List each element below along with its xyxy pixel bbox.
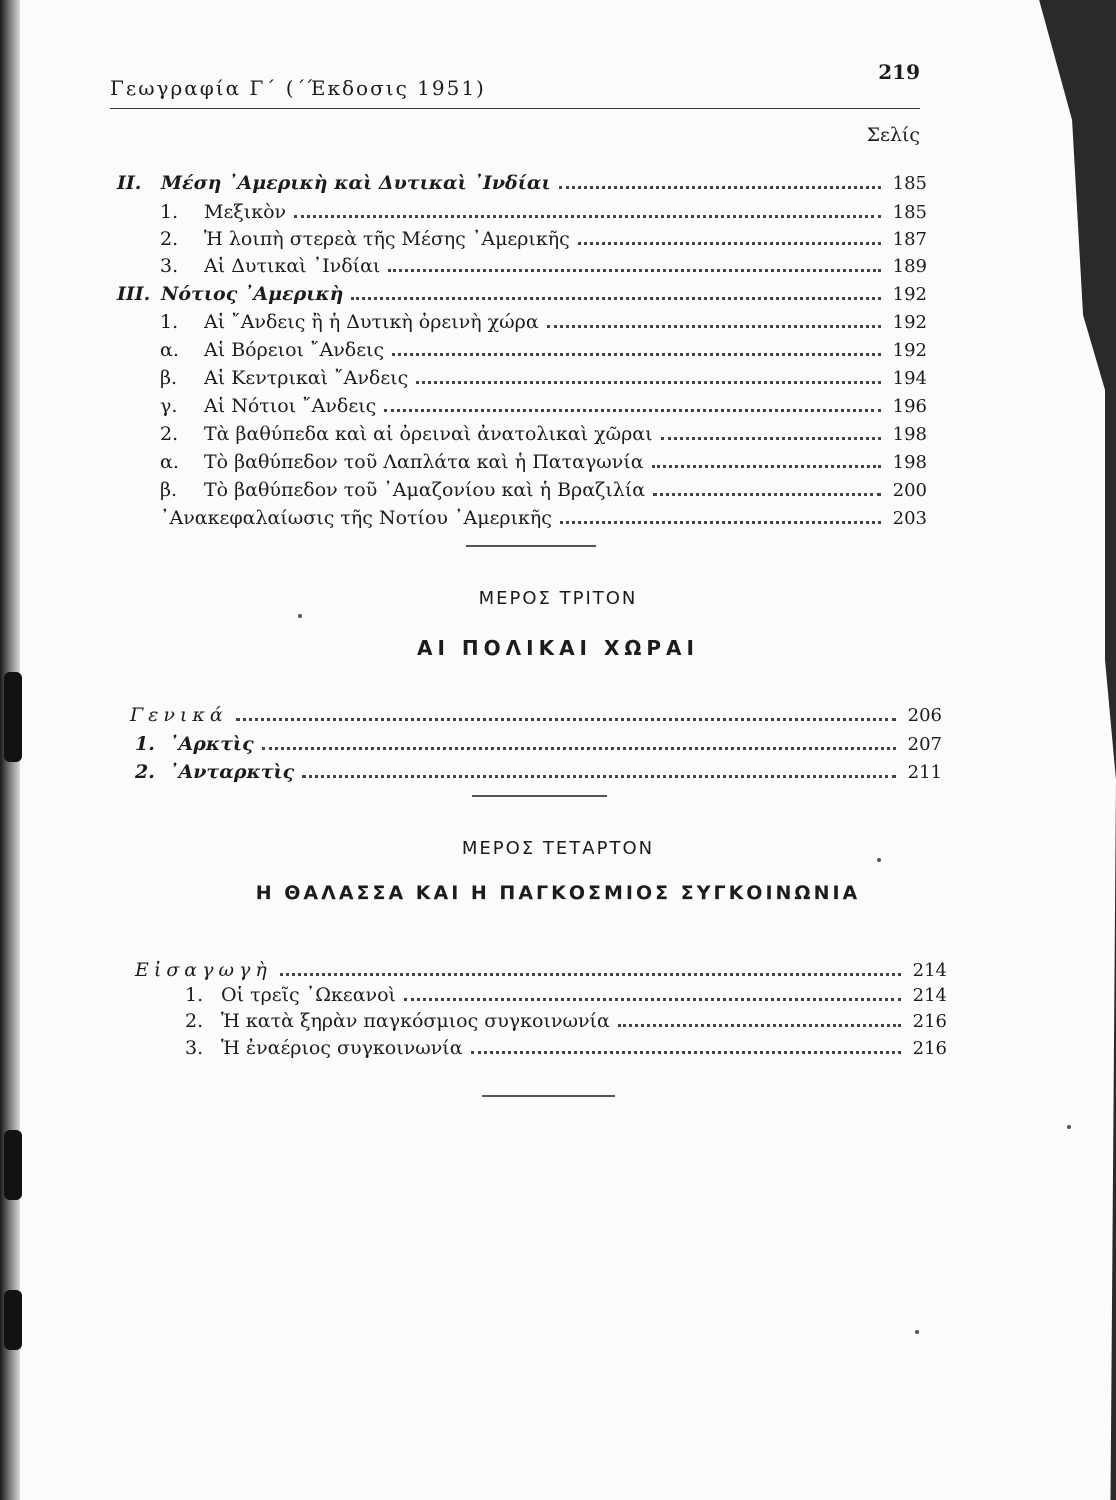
dot-leader (416, 381, 881, 384)
toc-entry[interactable] (160, 421, 927, 448)
dot-leader (392, 353, 881, 356)
toc-entry-page: 203 (892, 508, 927, 529)
toc-entry[interactable] (160, 226, 927, 253)
toc-entry-page: 185 (892, 202, 927, 223)
dot-leader (471, 1051, 901, 1054)
toc-entry-page: 194 (892, 368, 927, 389)
dot-leader (547, 325, 881, 328)
dot-leader (560, 521, 881, 524)
section-divider (482, 1095, 615, 1097)
toc-entry-label: β. Τὸ βαθύπεδον τοῦ ᾿Αμαζονίου καὶ ἡ Βραζιλία (160, 479, 646, 501)
scan-speck (298, 614, 302, 618)
scan-blot (4, 1290, 22, 1350)
dot-leader (294, 215, 881, 218)
toc-entry-page: 216 (912, 1011, 947, 1032)
dot-leader (578, 242, 881, 245)
dot-leader (618, 1024, 901, 1027)
toc-entry-label: β. Αἱ Κεντρικαὶ ῎Ανδεις (160, 367, 409, 389)
part-three-title: ΑΙ ΠΟΛΙΚΑΙ ΧΩΡΑΙ (417, 636, 699, 660)
dot-leader (388, 269, 881, 272)
toc-entry[interactable] (160, 199, 927, 226)
toc-entry[interactable] (160, 449, 927, 476)
page-number: 219 (878, 60, 920, 84)
toc-entry[interactable] (160, 337, 927, 364)
toc-entry-label: 1. Αἱ ῎Ανδεις ἢ ἡ Δυτικὴ ὀρεινὴ χώρα (160, 311, 539, 333)
toc-entry-page: 214 (912, 960, 947, 981)
toc-entry[interactable] (160, 309, 927, 336)
dot-leader (302, 775, 896, 778)
toc-entry-page: 185 (892, 173, 927, 194)
dot-leader (351, 297, 881, 300)
toc-entry-label: 1. Οἱ τρεῖς ᾿Ωκεανοὶ (185, 984, 396, 1006)
toc-entry-label: 1. Μεξικὸν (160, 201, 287, 223)
dot-leader (262, 747, 896, 750)
toc-entry-label: α. Αἱ Βόρειοι ῎Ανδεις (160, 339, 385, 361)
toc-entry[interactable] (160, 393, 927, 420)
toc-entry-label: 2. Τὰ βαθύπεδα καὶ αἱ ὀρειναὶ ἀνατολικαὶ χῶραι (160, 423, 653, 445)
toc-entry[interactable] (117, 170, 927, 197)
part-four-label: ΜΕΡΟΣ ΤΕΤΑΡΤΟΝ (461, 838, 655, 859)
scan-blot (4, 1130, 22, 1200)
toc-entry[interactable] (160, 477, 927, 504)
toc-entry[interactable] (160, 505, 927, 532)
running-head-title: Γεωγραφία Γ΄ (΄Έκδοσις 1951) (110, 76, 486, 100)
toc-entry[interactable] (160, 253, 927, 280)
dot-leader (384, 409, 881, 412)
toc-entry-label: III. Νότιος ᾿Αμερικὴ (117, 283, 344, 305)
toc-entry-label: Εἰσαγωγὴ (135, 959, 272, 981)
toc-entry[interactable] (185, 1008, 947, 1035)
scan-speck (1067, 1125, 1071, 1129)
toc-entry-page: 206 (907, 705, 942, 726)
toc-entry[interactable] (160, 365, 927, 392)
scan-speck (877, 858, 881, 862)
toc-entry-page: 192 (892, 340, 927, 361)
dot-leader (652, 465, 881, 468)
part-four-title: Η ΘΑΛΑΣΣΑ ΚΑΙ Η ΠΑΓΚΟΣΜΙΟΣ ΣΥΓΚΟΙΝΩΝΙΑ (255, 882, 861, 904)
toc-entry[interactable] (117, 281, 927, 308)
dot-leader (404, 998, 901, 1001)
toc-entry[interactable] (135, 759, 942, 786)
toc-entry-label: γ. Αἱ Νότιοι ῎Ανδεις (160, 395, 377, 417)
scan-speck (915, 1330, 919, 1334)
part-three-label: ΜΕΡΟΣ ΤΡΙΤΟΝ (478, 588, 638, 609)
toc-entry-label: 1. ᾿Αρκτὶς (135, 733, 254, 755)
running-head (110, 60, 920, 109)
toc-entry-label: ᾿Ανακεφαλαίωσις τῆς Νοτίου ᾿Αμερικῆς (160, 507, 552, 529)
toc-entry-page: 192 (892, 284, 927, 305)
toc-entry-page: 207 (907, 734, 942, 755)
toc-entry-label: α. Τὸ βαθύπεδον τοῦ Λαπλάτα καὶ ἡ Παταγωνία (160, 451, 644, 473)
page-column-heading: Σελίς (866, 124, 920, 146)
toc-entry-label: 2. Ἡ λοιπὴ στερεὰ τῆς Μέσης ᾿Αμερικῆς (160, 228, 570, 250)
toc-entry-page: 192 (892, 312, 927, 333)
toc-entry-label: 2. ᾿Ανταρκτὶς (135, 761, 295, 783)
toc-entry[interactable] (185, 982, 947, 1009)
dot-leader (559, 186, 881, 189)
toc-entry[interactable] (135, 731, 942, 758)
dot-leader (653, 493, 881, 496)
section-divider (472, 795, 607, 797)
toc-entry-label: 3. Αἱ Δυτικαὶ ᾿Ινδίαι (160, 255, 381, 277)
toc-entry-label: 3. Ἡ ἐναέριος συγκοινωνία (185, 1037, 463, 1059)
toc-entry-page: 198 (892, 424, 927, 445)
toc-entry-page: 200 (892, 480, 927, 501)
toc-entry-page: 196 (892, 396, 927, 417)
toc-entry[interactable] (185, 1035, 947, 1062)
scan-blot (4, 672, 22, 762)
toc-entry-label: II. Μέση ᾿Αμερικὴ καὶ Δυτικαὶ ᾿Ινδίαι (117, 172, 551, 194)
toc-entry-page: 198 (892, 452, 927, 473)
toc-entry-page: 216 (912, 1038, 947, 1059)
toc-entry-page: 189 (892, 256, 927, 277)
section-divider (466, 545, 596, 547)
toc-entry[interactable] (135, 957, 947, 984)
toc-entry[interactable] (130, 702, 942, 729)
dot-leader (236, 718, 896, 721)
toc-entry-page: 211 (907, 762, 942, 783)
toc-entry-page: 187 (892, 229, 927, 250)
toc-entry-label: Γενικά (130, 704, 228, 726)
toc-entry-page: 214 (912, 985, 947, 1006)
dot-leader (280, 973, 901, 976)
toc-entry-label: 2. Ἡ κατὰ ξηρὰν παγκόσμιος συγκοινωνία (185, 1010, 610, 1032)
dot-leader (661, 437, 881, 440)
